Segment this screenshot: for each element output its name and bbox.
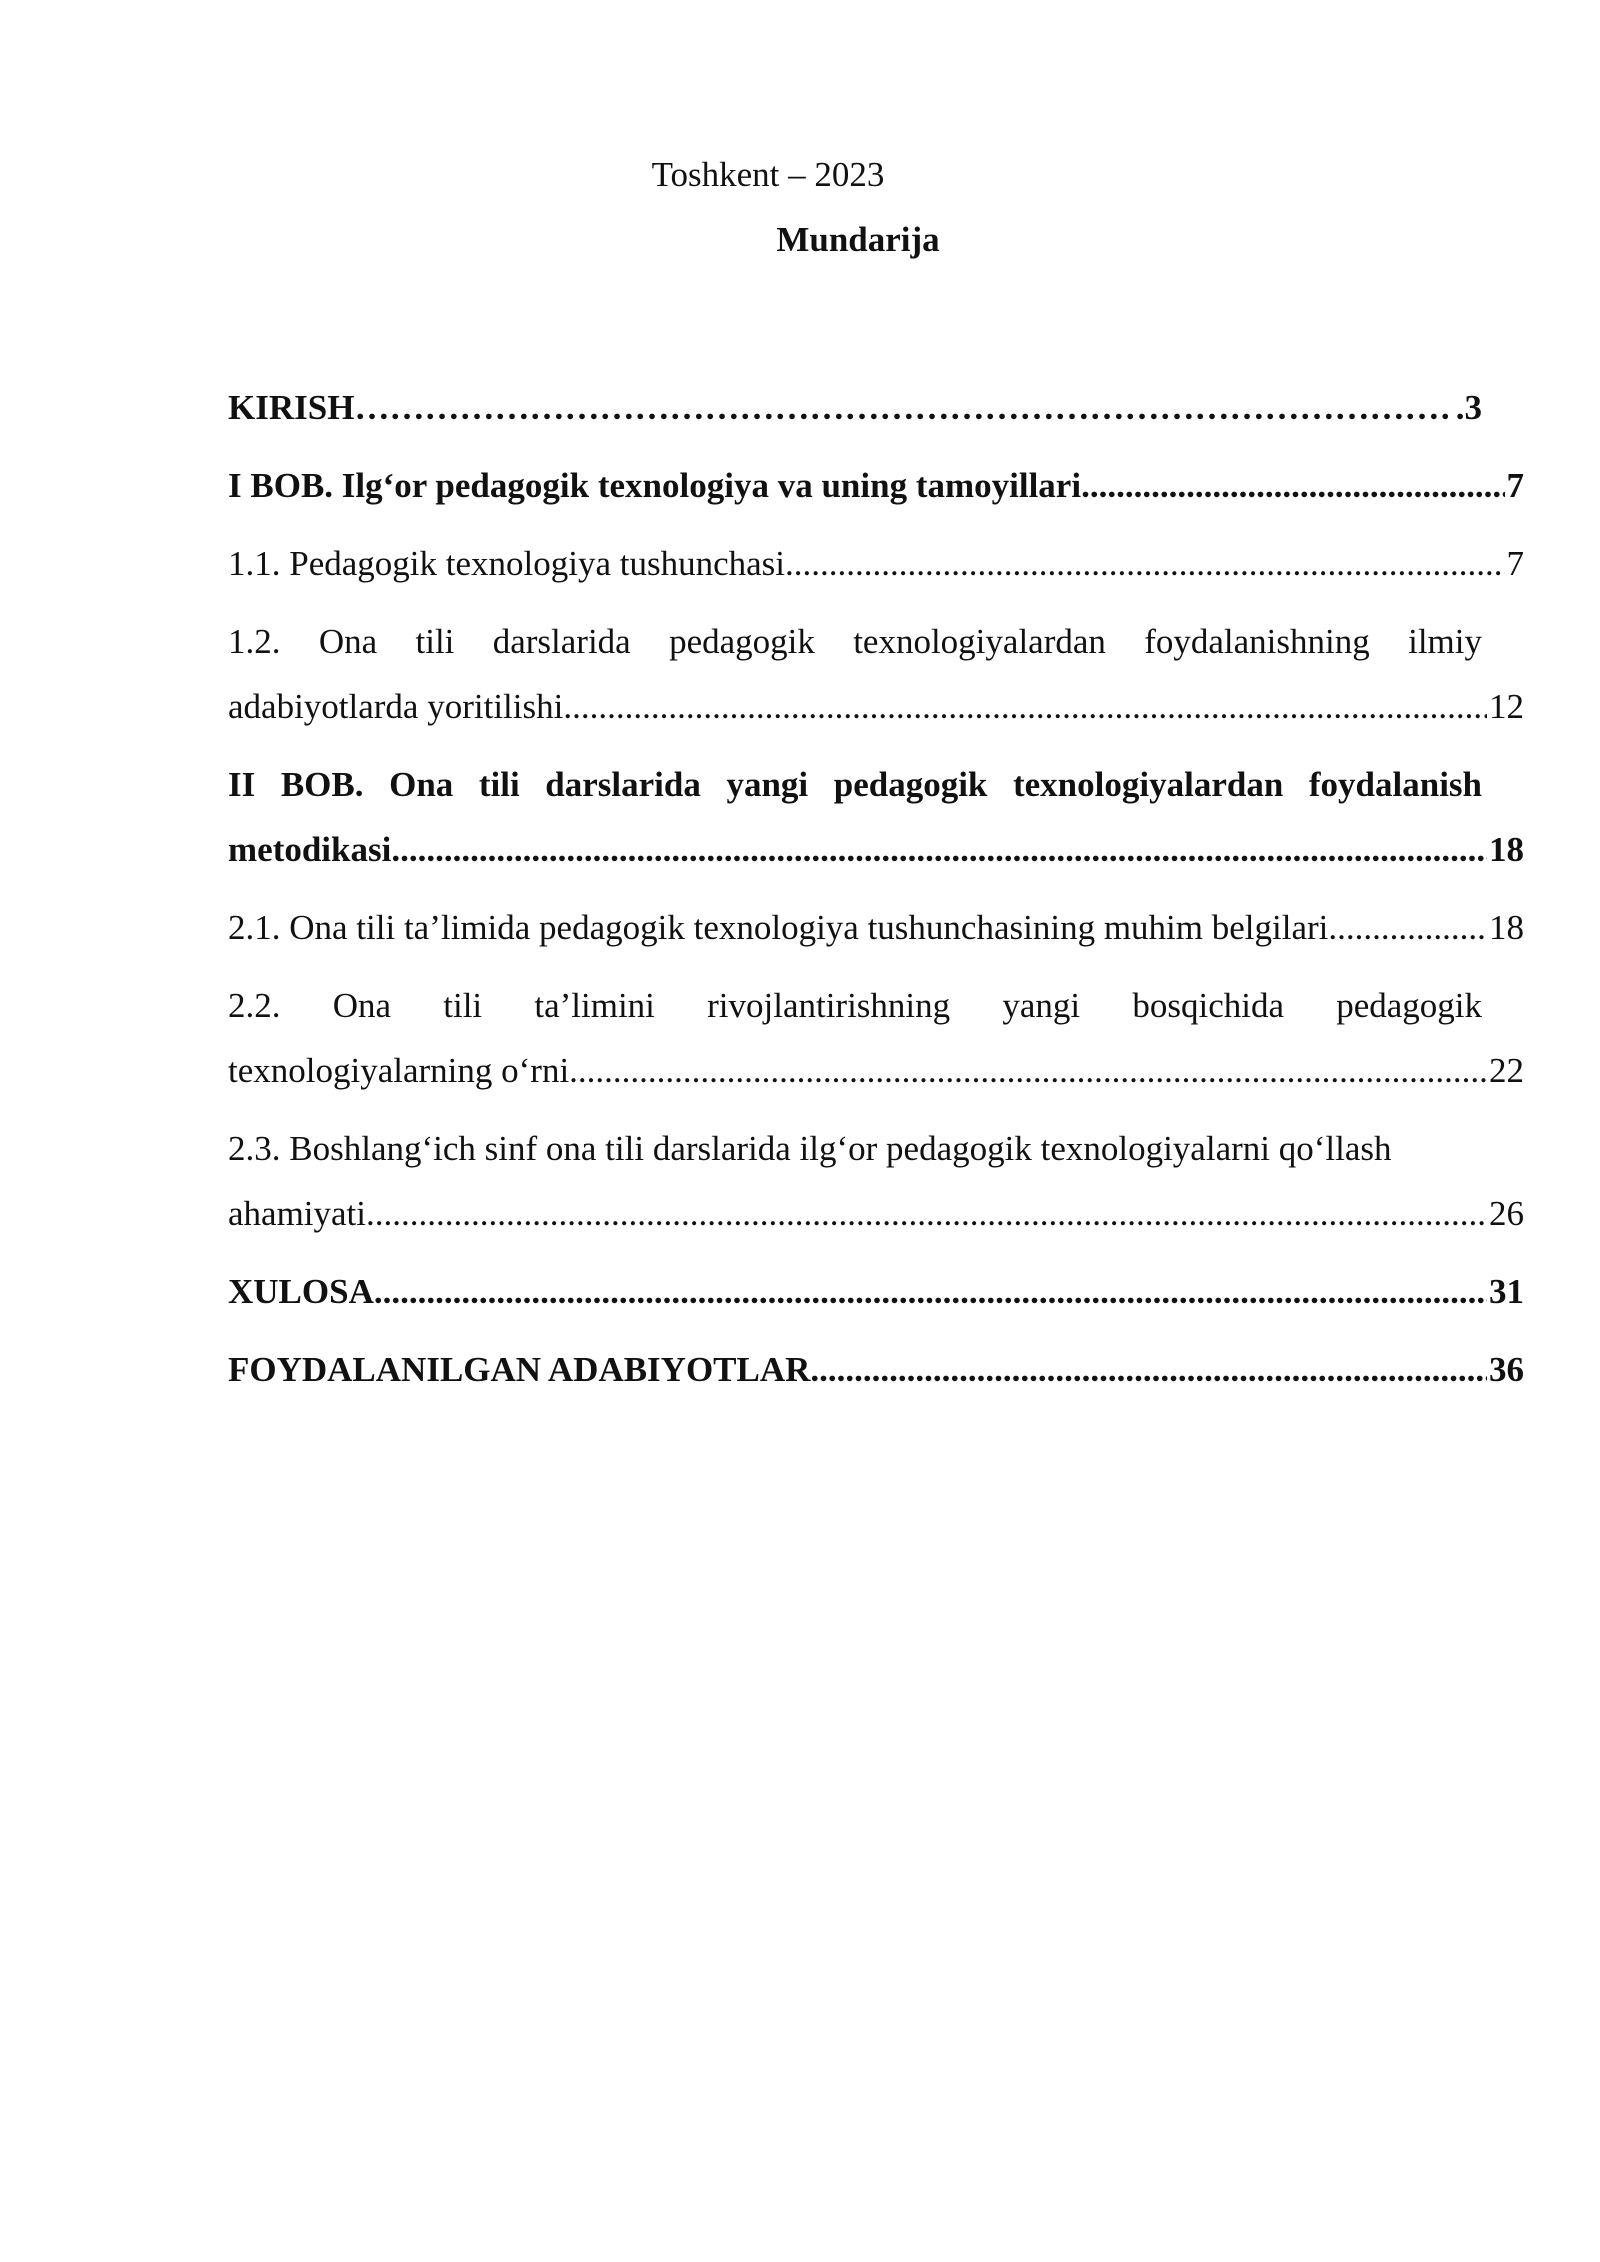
- toc-entry-label: KIRISH: [228, 388, 355, 427]
- toc-entry-bob2[interactable]: [228, 752, 1524, 882]
- toc-leader-dots: [391, 817, 1487, 882]
- toc-entry-line2: [228, 674, 1524, 739]
- toc-entry-xulosa[interactable]: [228, 1259, 1524, 1324]
- toc-leader-dots: [1081, 453, 1504, 518]
- toc-entry-adabiyotlar[interactable]: [228, 1337, 1524, 1402]
- toc-entry-label: 2.1. Ona tili ta’limida pedagogik texnologiya tushunchasining muhim belgilari: [228, 908, 1329, 947]
- toc-entry-page: .3: [1455, 388, 1482, 427]
- toc-entry-page: 7: [1506, 544, 1524, 583]
- toc-entry-page: 36: [1489, 1350, 1524, 1389]
- toc-leader-dots: [569, 1038, 1487, 1103]
- toc-leader-dots: [354, 375, 1453, 440]
- toc-entry-label-line2: ahamiyati: [228, 1194, 367, 1233]
- toc-entry-1-2[interactable]: [228, 609, 1524, 739]
- toc-entry-2-3[interactable]: [228, 1116, 1524, 1246]
- toc-leader-dots: [366, 1181, 1487, 1246]
- toc-leader-dots: [374, 1259, 1487, 1324]
- table-of-contents: [228, 375, 1524, 1415]
- toc-entry-line2: [228, 817, 1524, 882]
- toc-entry-page: 12: [1489, 687, 1524, 726]
- toc-entry-bob1[interactable]: [228, 453, 1524, 518]
- toc-entry-page: 7: [1506, 466, 1524, 505]
- toc-entry-line2: [228, 1181, 1524, 1246]
- toc-entry-label: XULOSA: [228, 1272, 374, 1311]
- toc-entry-label: 1.1. Pedagogik texnologiya tushunchasi: [228, 544, 786, 583]
- city-year: Toshkent – 2023: [651, 155, 885, 194]
- toc-entry-label: I BOB. Ilg‘or pedagogik texnologiya va uning tamoyillari: [228, 466, 1082, 505]
- toc-entry-page: 31: [1489, 1272, 1524, 1311]
- toc-entry-label-line1: 2.2. Ona tili ta’limini rivojlantirishning yangi bosqichida pedagogik: [228, 986, 1482, 1025]
- toc-leader-dots: [785, 531, 1504, 596]
- toc-entry-2-2[interactable]: [228, 973, 1524, 1103]
- toc-entry-page: 22: [1489, 1051, 1524, 1090]
- toc-leader-dots: [810, 1337, 1487, 1402]
- toc-leader-dots: [563, 674, 1487, 739]
- toc-entry-label-line1: II BOB. Ona tili darslarida yangi pedagogik texnologiyalardan foydalanish: [228, 765, 1482, 804]
- toc-entry-page: 18: [1489, 908, 1524, 947]
- toc-entry-page: 18: [1489, 830, 1524, 869]
- toc-entry-page: 26: [1489, 1194, 1524, 1233]
- toc-entry-kirish[interactable]: [228, 375, 1482, 440]
- toc-entry-label-line1: 1.2. Ona tili darslarida pedagogik texnologiyalardan foydalanishning ilmiy: [228, 622, 1482, 661]
- toc-entry-label-line2: metodikasi: [228, 830, 392, 869]
- toc-entry-2-1[interactable]: [228, 895, 1524, 960]
- toc-leader-dots: [1328, 895, 1487, 960]
- toc-entry-label-line2: adabiyotlarda yoritilishi: [228, 687, 564, 726]
- toc-entry-label-line1: 2.3. Boshlang‘ich sinf ona tili darslarida ilg‘or pedagogik texnologiyalarni qo‘llash: [228, 1129, 1392, 1168]
- toc-entry-label-line2: texnologiyalarning o‘rni: [228, 1051, 570, 1090]
- toc-entry-line2: [228, 1038, 1524, 1103]
- toc-entry-label: FOYDALANILGAN ADABIYOTLAR: [228, 1350, 811, 1389]
- toc-entry-1-1[interactable]: [228, 531, 1524, 596]
- toc-title: Mundarija: [776, 220, 940, 259]
